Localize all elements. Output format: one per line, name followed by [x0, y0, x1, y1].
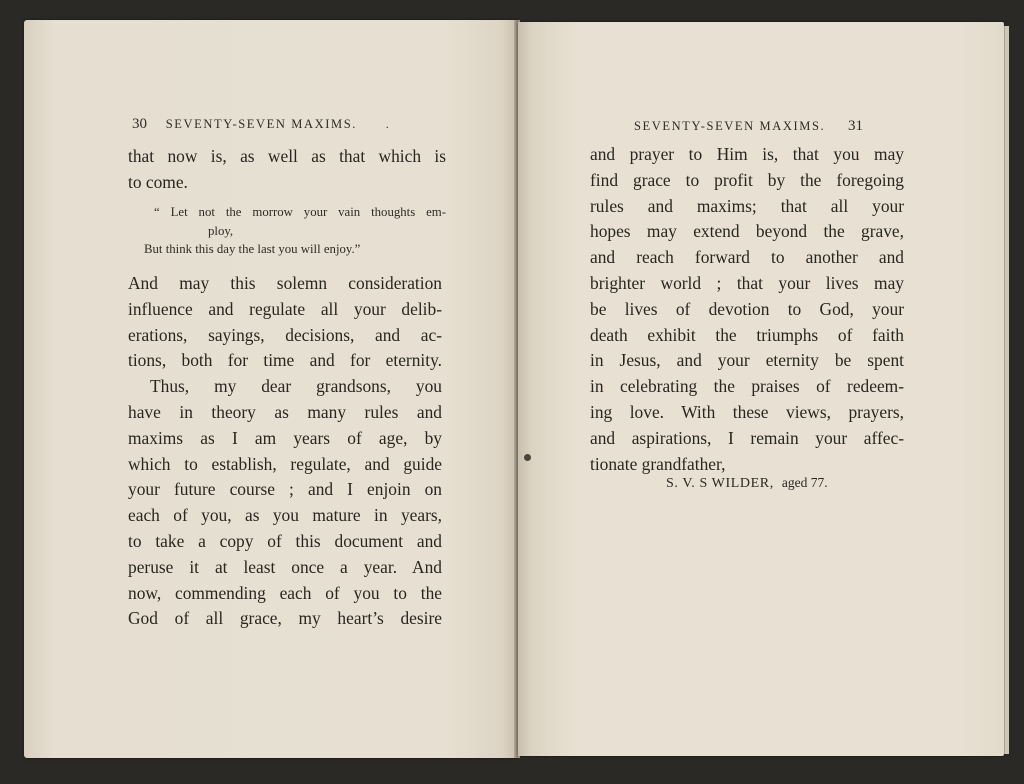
signature-name: S. V. S WILDER,: [666, 476, 774, 491]
text-line: maxims as I am years of age, by: [128, 427, 442, 448]
text-line: each of you, as you mature in years,: [128, 505, 442, 526]
text-line: God of all grace, my heart’s desire: [128, 608, 442, 629]
text-line: and aspirations, I remain your affec-: [590, 427, 904, 448]
quote-line: ploy,: [208, 223, 234, 238]
text-line: peruse it at least once a year. And: [128, 556, 442, 577]
quote-line: “ Let not the morrow your vain thoughts em-: [154, 205, 446, 219]
text-line: your future course ; and I enjoin on: [128, 479, 442, 500]
left-running-head: [132, 116, 390, 133]
text-line: rules and maxims; that all your: [590, 195, 904, 216]
left-body-text: [128, 271, 442, 632]
text-line: in celebrating the praises of redeem-: [590, 376, 904, 397]
signature: [666, 475, 828, 492]
binding-hole: [524, 454, 531, 461]
text-line: death exhibit the triumphs of faith: [590, 324, 904, 345]
open-book: [24, 20, 1008, 758]
text-line: tionate grandfather,: [590, 453, 726, 474]
text-line: be lives of devotion to God, your: [590, 298, 904, 319]
text-line: have in theory as many rules and: [128, 401, 442, 422]
page-block-edge: [1004, 26, 1009, 754]
opening-paragraph: [128, 144, 446, 196]
running-head-mark: .: [385, 117, 391, 131]
text-line: tions, both for time and for eternity.: [128, 350, 442, 371]
text-line: that now is, as well as that which is: [128, 146, 446, 166]
text-line: erations, sayings, decisions, and ac-: [128, 324, 442, 345]
text-line: ing love. With these views, prayers,: [590, 401, 904, 422]
right-running-head: [634, 118, 863, 135]
text-line: find grace to profit by the foregoing: [590, 169, 904, 190]
signature-age: aged 77.: [781, 475, 828, 490]
text-line: to come.: [128, 171, 188, 192]
text-line: brighter world ; that your lives may: [590, 272, 904, 293]
text-line: in Jesus, and your eternity be spent: [590, 350, 904, 371]
left-page: [24, 20, 516, 758]
text-line: hopes may extend beyond the grave,: [590, 221, 904, 242]
text-line: Thus, my dear grandsons, you: [150, 376, 442, 397]
page-number-right: 31: [847, 118, 863, 134]
right-page: [518, 22, 1004, 756]
verse-quote: [126, 203, 456, 259]
text-line: now, commending each of you to the: [128, 582, 442, 603]
quote-line: But think this day the last you will enjoy.”: [144, 242, 361, 256]
text-line: influence and regulate all your delib-: [128, 298, 442, 319]
text-line: And may this solemn consideration: [128, 273, 442, 293]
running-head-title-right: SEVENTY-SEVEN MAXIMS.: [634, 119, 826, 133]
text-line: which to establish, regulate, and guide: [128, 453, 442, 474]
page-number-left: 30: [132, 116, 147, 132]
text-line: to take a copy of this document and: [128, 530, 442, 551]
text-line: and prayer to Him is, that you may: [590, 144, 904, 164]
running-head-title-left: SEVENTY-SEVEN MAXIMS.: [165, 117, 357, 131]
text-line: and reach forward to another and: [590, 247, 904, 268]
right-body-text: [590, 142, 904, 477]
